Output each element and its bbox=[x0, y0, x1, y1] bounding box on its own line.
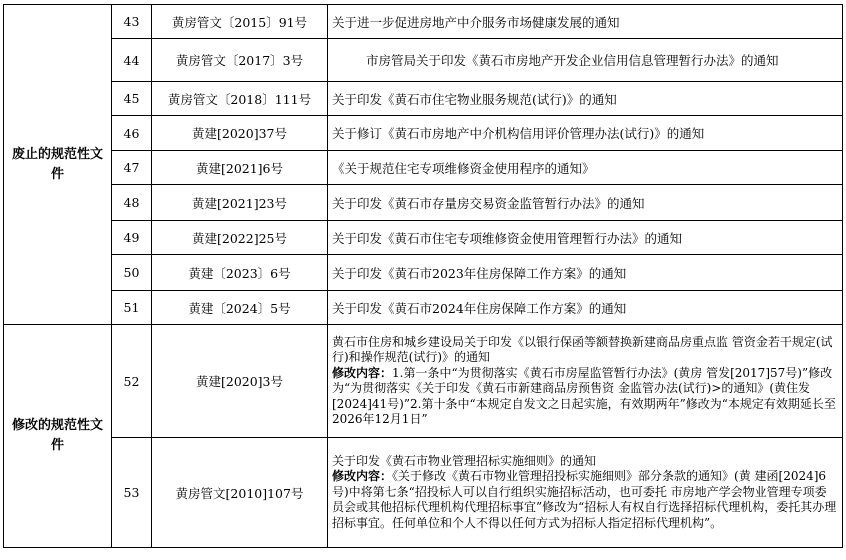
document-title: 关于印发《黄石市物业管理招标实施细则》的通知 bbox=[332, 453, 597, 468]
table-row bbox=[4, 255, 843, 291]
table-row bbox=[4, 291, 843, 325]
amendment-content bbox=[332, 469, 838, 531]
document-code: 黄建〔2024〕5号 bbox=[152, 291, 328, 325]
row-number: 51 bbox=[112, 291, 152, 325]
table-row bbox=[4, 82, 843, 116]
table-row bbox=[4, 325, 843, 438]
row-number: 48 bbox=[112, 185, 152, 221]
regulatory-documents-table bbox=[3, 4, 843, 548]
document-title: 关于修订《黄石市房地产中介机构信用评价管理办法(试行)》的通知 bbox=[328, 116, 843, 151]
document-code: 黄建[2020]3号 bbox=[152, 325, 328, 438]
document-title: 关于印发《黄石市2024年住房保障工作方案》的通知 bbox=[328, 291, 843, 325]
document-code: 黄建[2022]25号 bbox=[152, 221, 328, 255]
row-number: 47 bbox=[112, 151, 152, 185]
table-row bbox=[4, 438, 843, 548]
table-row bbox=[4, 151, 843, 185]
document-code: 黄房管文〔2018〕111号 bbox=[152, 82, 328, 116]
table-row bbox=[4, 5, 843, 39]
document-code: 黄房管文〔2017〕3号 bbox=[152, 39, 328, 82]
document-title: 黄石市住房和城乡建设局关于印发《以银行保函等额替换新建商品房重点监 管资金若干规定(试行)和操作规范(试行)》的通知 bbox=[332, 334, 833, 364]
row-number: 44 bbox=[112, 39, 152, 82]
document-detail bbox=[328, 438, 843, 548]
amendment-label: 修改内容： bbox=[332, 469, 393, 484]
category-cell: 废止的规范性文件 bbox=[4, 5, 112, 325]
document-title: 《关于规范住宅专项维修资金使用程序的通知》 bbox=[328, 151, 843, 185]
row-number: 46 bbox=[112, 116, 152, 151]
document-code: 黄建[2021]6号 bbox=[152, 151, 328, 185]
document-title: 关于印发《黄石市住宅物业服务规范(试行)》的通知 bbox=[328, 82, 843, 116]
category-cell: 修改的规范性文件 bbox=[4, 325, 112, 548]
row-number: 52 bbox=[112, 325, 152, 438]
row-number: 50 bbox=[112, 255, 152, 291]
row-number: 43 bbox=[112, 5, 152, 39]
document-detail bbox=[328, 325, 843, 438]
document-code: 黄房管文〔2015〕91号 bbox=[152, 5, 328, 39]
document-code: 黄建[2021]23号 bbox=[152, 185, 328, 221]
amendment-text: 《关于修改《黄石市物业管理招投标实施细则》部分条款的通知》(黄 建函[2024]6号)中将第七条“招投标人可以自行组织实施招标活动，也可委托 市房地产学会物业管理专项委员会或其他招标代理机构代理招标事宜”修改为“招标人有权自行选择招标代理机构，委托其办理招标事宜。任何单位和个人不得以任何方式为招标人指定招标代理机构”。 bbox=[332, 469, 837, 530]
document-title: 关于进一步促进房地产中介服务市场健康发展的通知 bbox=[328, 5, 843, 39]
row-number: 53 bbox=[112, 438, 152, 548]
document-code: 黄房管文[2010]107号 bbox=[152, 438, 328, 548]
row-number: 49 bbox=[112, 221, 152, 255]
document-title: 关于印发《黄石市住宅专项维修资金使用管理暂行办法》的通知 bbox=[328, 221, 843, 255]
amendment-text: 1.第一条中“为贯彻落实《黄石市房屋监管暂行办法》(黄房 管发[2017]57号)”修改为“为贯彻落实《关于印发《黄石市新建商品房预售资 金监管办法(试行)>的通知》(黄住发[2024]41号)”2.第十条中“本规定自发文之日起实施，有效期两年”修改为“本规定有效期延长至2026年12月1日” bbox=[332, 365, 836, 426]
amendment-content bbox=[332, 366, 838, 428]
document-code: 黄建[2020]37号 bbox=[152, 116, 328, 151]
table-row bbox=[4, 185, 843, 221]
table-row bbox=[4, 39, 843, 82]
row-number: 45 bbox=[112, 82, 152, 116]
document-title: 市房管局关于印发《黄石市房地产开发企业信用信息管理暂行办法》的通知 bbox=[328, 39, 843, 82]
table-row bbox=[4, 116, 843, 151]
table-row bbox=[4, 221, 843, 255]
document-title: 关于印发《黄石市2023年住房保障工作方案》的通知 bbox=[328, 255, 843, 291]
amendment-label: 修改内容： bbox=[332, 365, 393, 380]
document-title: 关于印发《黄石市存量房交易资金监管暂行办法》的通知 bbox=[328, 185, 843, 221]
document-code: 黄建〔2023〕6号 bbox=[152, 255, 328, 291]
